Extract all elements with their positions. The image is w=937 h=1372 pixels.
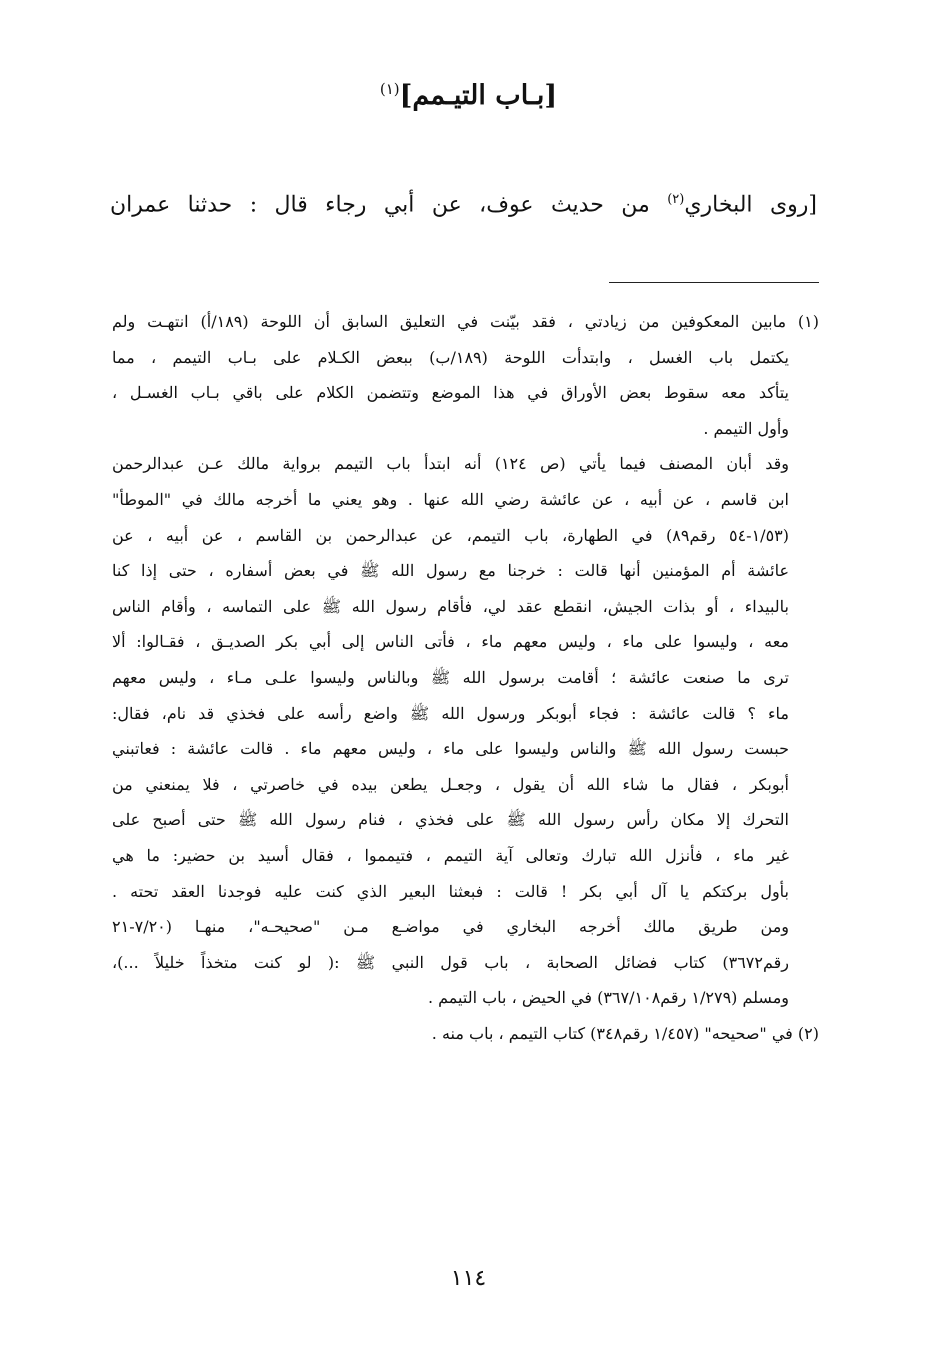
chapter-title [0,80,937,111]
footnote-line: وأول التيمم . [703,418,789,438]
footnote-line: التحرك إلا مكان رأس رسول الله ﷺ على فخذي ، فنام رسول الله ﷺ حتى أصبح على [112,810,789,830]
footnote-1 [112,304,819,446]
footnote-line: رقم٣٦٧٢) كتاب فضائل الصحابة ، باب قول النبي ﷺ :( لو كنت متخذاً خليلاً ...)، [112,952,789,972]
footnote-line: ابن قاسم ، عن أبيه ، عن عائشة رضي الله عنها . وهو يعني ما أخرجه مالك في "الموطأ" [112,489,789,509]
footnote-line: غير ماء ، فأنزل الله تبارك وتعالى آية التيمم ، فتيمموا ، فقال أسيد بن حضير: ما هي [112,845,789,865]
footnote-line: معه ، وليسوا على ماء ، وليس معهم ماء ، فأتى الناس إلى أبي بكر الصديـق ، فقـالوا: ألا [112,632,790,652]
footnote-line: حبست رسول الله ﷺ والناس وليسوا على ماء ، وليس معهم ماء . قالت عائشة : فعاتبني [112,739,789,759]
footnote-line: ومسلم (١/٢٧٩ رقم٣٦٧/١٠٨) في الحيض ، باب التيمم . [427,988,789,1008]
footnote-line: (١) مابين المعكوفين من زيادتي ، فقد بيّنت في التعليق السابق أن اللوحة (١٨٩/أ) انتهـت ولم [112,312,820,331]
footnote-line: أبوبكر ، فقال ما شاء الله أن يقول ، وجعـل يطعن بيده في خاصرتي ، فلا يمنعني من [112,774,789,794]
main-text [110,192,817,217]
main-text-start: [روى البخاري [684,192,817,218]
footnote-1-continuation [112,446,819,1016]
title-footnote-marker: (١) [379,80,400,98]
footnote-line: يتأكد معه سقوط بعض الأوراق في هذا الموضع وتتضمن الكلام على باقي بـاب الغسـل ، [112,383,789,403]
footnote-line: ترى ما صنعت عائشة ؛ أقامت برسول الله ﷺ وبالناس وليسوا علـى مـاء ، وليس معهم [112,667,790,687]
footnote-line: يكتمل باب الغسل ، وابتدأت اللوحة (١٨٩/ب) ببعض الكـلام على بـاب التيمم ، مما [112,347,790,367]
footnote-separator [609,282,819,283]
footnote-line: (١/٥٣-٥٤ رقم٨٩) في الطهارة، باب التيمم، عن عبدالرحمن بن القاسم ، عن أبيه ، عن [112,525,789,545]
footnote-line: ماء ؟ قالت عائشة : فجاء أبوبكر ورسول الله ﷺ واضع رأسه على فخذي قد نام، فقال: [112,703,789,723]
page-number: ١١٤ [450,1266,487,1291]
main-text-end: من حديث عوف، عن أبي رجاء قال : حدثنا عمران [110,192,668,218]
main-footnote-marker: (٢) [667,192,685,207]
footnote-line: وقد أبان المصنف فيما يأتي (ص ١٢٤) أنه ابتدأ باب التيمم برواية مالك عـن عبدالرحمن [112,454,790,474]
footnote-line: بالبيداء ، أو بذات الجيش، انقطع عقد لي، فأقام رسول الله ﷺ على التماسه ، وأقام الناس [112,596,789,616]
footnote-line: ومن طريق مالك أخرجه البخاري في مواضـع مـن "صحيحـه"، منهـا (٧/٢٠-٢١ [112,917,789,937]
footnote-line: عائشة أم المؤمنين أنها قالت : خرجنا مع رسول الله ﷺ في بعض أسفاره ، حتى إذا كنا [112,561,789,581]
footnote-line: (٢) في "صحيحه" (١/٤٥٧ رقم٣٤٨) كتاب التيمم ، باب منه . [431,1023,819,1043]
chapter-title-text: [بـاب التيـمم] [399,80,558,111]
footnote-line: بأول بركتكم يا آل أبي بكر ! قالت : فبعثنا البعير الذي كنت عليه فوجدنا العقد تحته . [112,881,789,901]
footnote-2 [112,1016,819,1052]
footnotes [112,304,819,1051]
